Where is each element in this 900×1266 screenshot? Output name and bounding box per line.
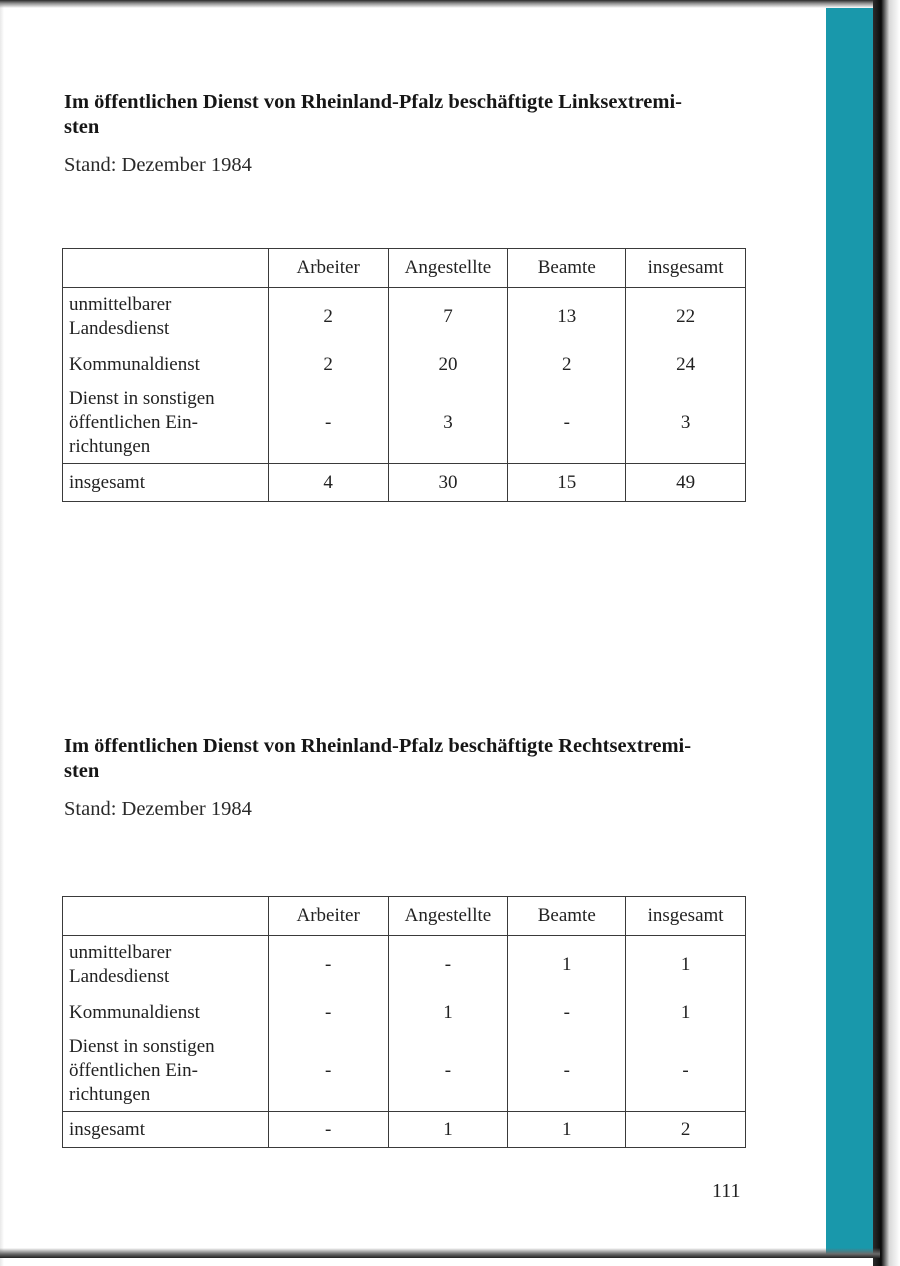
row-label (63, 346, 269, 384)
cell-angestellte: 20 (388, 346, 508, 384)
table-row-total (63, 464, 746, 502)
page-number: 111 (712, 1180, 741, 1202)
table-row (63, 994, 746, 1032)
cell-angestellte: 30 (388, 464, 508, 502)
section-linksextremisten (64, 90, 764, 177)
header-insgesamt: insgesamt (626, 249, 746, 288)
title-line-1: Im öffentlichen Dienst von Rheinland-Pfalz beschäftigte Linksextremi- (64, 91, 683, 113)
section-title (64, 734, 764, 784)
page-bottom-shadow (0, 1248, 880, 1258)
table-row (63, 346, 746, 384)
row-label (63, 936, 269, 994)
header-arbeiter: Arbeiter (268, 249, 388, 288)
table-row (63, 1032, 746, 1112)
header-empty (63, 897, 269, 936)
header-beamte: Beamte (508, 249, 626, 288)
cell-insgesamt: 24 (626, 346, 746, 384)
cell-insgesamt: 1 (626, 994, 746, 1032)
row-label-line: unmittelbarer (69, 293, 172, 315)
cell-beamte: - (508, 1032, 626, 1112)
table-row-total (63, 1112, 746, 1148)
row-label-line: Landesdienst (69, 317, 170, 339)
table-row (63, 288, 746, 346)
section-title (64, 90, 764, 140)
row-label (63, 1032, 269, 1112)
row-label-line: öffentlichen Ein- (69, 1060, 198, 1082)
cell-arbeiter: - (268, 994, 388, 1032)
cell-insgesamt: 3 (626, 384, 746, 464)
cell-angestellte: 3 (388, 384, 508, 464)
cell-beamte: - (508, 994, 626, 1032)
header-angestellte: Angestellte (388, 249, 508, 288)
row-label-line: insgesamt (69, 1118, 145, 1140)
header-angestellte: Angestellte (388, 897, 508, 936)
stand-date: Stand: Dezember 1984 (64, 798, 252, 820)
section-rechtsextremisten (64, 734, 764, 821)
row-label (63, 384, 269, 464)
table-linksextremisten (62, 248, 746, 502)
cell-arbeiter: 2 (268, 288, 388, 346)
cell-arbeiter: - (268, 384, 388, 464)
cell-insgesamt: 1 (626, 936, 746, 994)
cell-arbeiter: 2 (268, 346, 388, 384)
header-arbeiter: Arbeiter (268, 897, 388, 936)
page-top-shadow (0, 0, 880, 8)
cell-arbeiter: 4 (268, 464, 388, 502)
cell-arbeiter: - (268, 936, 388, 994)
book-spine-strip (826, 8, 873, 1256)
cell-arbeiter: - (268, 1112, 388, 1148)
title-line-2: sten (64, 116, 100, 138)
cell-beamte: 13 (508, 288, 626, 346)
cell-arbeiter: - (268, 1032, 388, 1112)
row-label-line: öffentlichen Ein- (69, 412, 198, 434)
row-label (63, 994, 269, 1032)
cell-beamte: 2 (508, 346, 626, 384)
cell-beamte: 1 (508, 936, 626, 994)
cell-insgesamt: 22 (626, 288, 746, 346)
row-label (63, 464, 269, 502)
title-line-1: Im öffentlichen Dienst von Rheinland-Pfalz beschäftigte Rechtsextremi- (64, 735, 692, 757)
header-empty (63, 249, 269, 288)
row-label-line: Landesdienst (69, 965, 170, 987)
cell-angestellte: - (388, 936, 508, 994)
row-label-line: Dienst in sonstigen (69, 388, 215, 410)
cell-angestellte: 1 (388, 994, 508, 1032)
row-label-line: insgesamt (69, 471, 145, 493)
cell-angestellte: 1 (388, 1112, 508, 1148)
row-label-line: unmittelbarer (69, 941, 172, 963)
row-label-line: richtungen (69, 436, 151, 458)
row-label-line: Kommunaldienst (69, 1001, 200, 1023)
table-header-row (63, 897, 746, 936)
cell-insgesamt: 49 (626, 464, 746, 502)
cell-insgesamt: 2 (626, 1112, 746, 1148)
cell-beamte: 1 (508, 1112, 626, 1148)
table-header-row (63, 249, 746, 288)
cell-angestellte: 7 (388, 288, 508, 346)
cell-beamte: 15 (508, 464, 626, 502)
title-line-2: sten (64, 760, 100, 782)
row-label-line: richtungen (69, 1084, 151, 1106)
stand-date: Stand: Dezember 1984 (64, 154, 252, 176)
cell-angestellte: - (388, 1032, 508, 1112)
header-insgesamt: insgesamt (626, 897, 746, 936)
row-label (63, 1112, 269, 1148)
row-label (63, 288, 269, 346)
table-row (63, 936, 746, 994)
book-edge (873, 0, 900, 1266)
cell-beamte: - (508, 384, 626, 464)
table-row (63, 384, 746, 464)
cell-insgesamt: - (626, 1032, 746, 1112)
row-label-line: Dienst in sonstigen (69, 1036, 215, 1058)
page-edge (0, 0, 4, 1266)
row-label-line: Kommunaldienst (69, 353, 200, 375)
header-beamte: Beamte (508, 897, 626, 936)
table-rechtsextremisten (62, 896, 746, 1148)
